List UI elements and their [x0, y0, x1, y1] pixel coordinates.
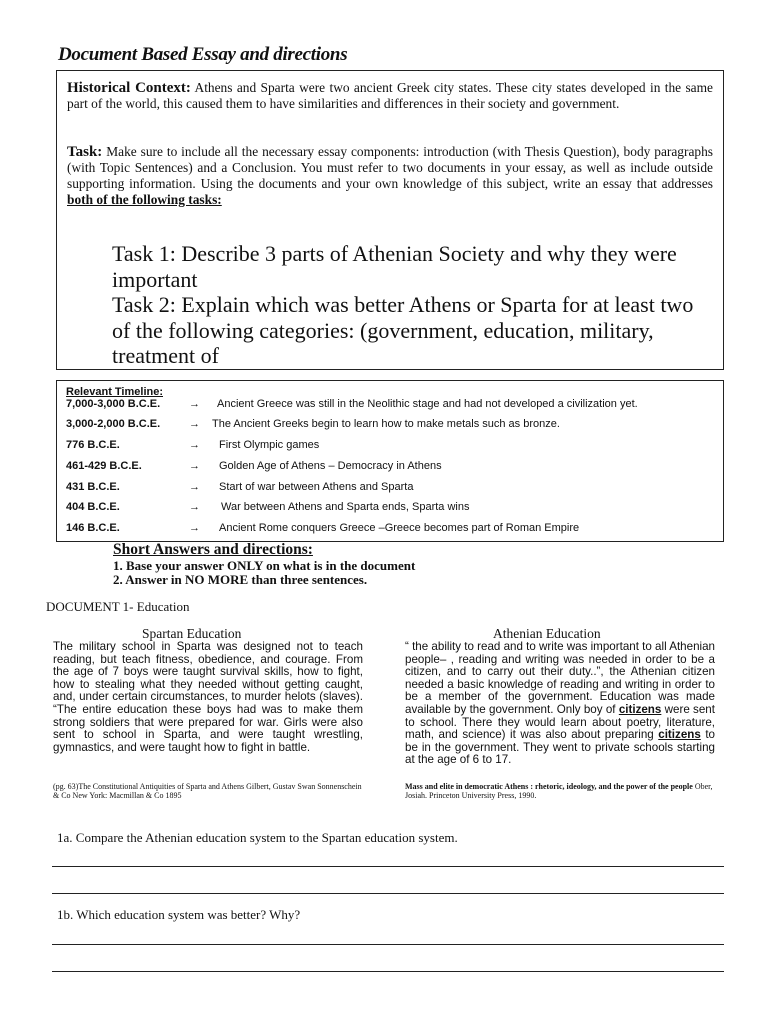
- athenian-citation-source: Ober, Josiah. Princeton University Press, 1990.: [405, 782, 713, 800]
- question-1a: 1a. Compare the Athenian education system to the Spartan education system.: [57, 830, 458, 845]
- task-1: Task 1: Describe 3 parts of Athenian Society and why they were important: [112, 241, 677, 292]
- timeline-event: Ancient Rome conquers Greece –Greece becomes part of Roman Empire: [219, 522, 580, 534]
- athenian-text-part: were sent to school. There they would learn about poetry, literature, math, and science) it was also about preparing: [405, 702, 715, 742]
- athenian-text-part: to be in the government. They went to private schools starting at the age of 6 to 17.: [405, 728, 715, 767]
- timeline-date: 461-429 B.C.E.: [66, 460, 142, 472]
- timeline-date: 404 B.C.E.: [66, 501, 120, 513]
- short-answer-direction: 2. Answer in NO MORE than three sentences.: [113, 572, 368, 587]
- historical-context-text: Athens and Sparta were two ancient Greek city states. These city states developed in the same part of the world, this caused them to have similarities and differences in their society and government.: [67, 80, 713, 111]
- athenian-text-part: “ the ability to read and to write was important to all Athenian people– , reading and writing was needed in order to be a citizen, and to carry out their duty..”, the Athenian citizen needed a basic knowledge of reading and writing in order to be a member of the government. Education was made available by the government. Only boy of: [405, 640, 715, 716]
- task-text: Make sure to include all the necessary essay components: introduction (with Thesis Question), body paragraphs (with Topic Sentences) and a Conclusion. You must refer to two documents in your essay, as well as include outside supporting information. Using the documents and your own knowledge of this subject, write an essay that addresses: [67, 144, 713, 191]
- answer-line[interactable]: [52, 971, 724, 972]
- task-label: Task:: [67, 144, 103, 160]
- spartan-education-title: Spartan Education: [142, 626, 242, 641]
- arrow-icon: →: [189, 418, 200, 430]
- timeline-date: 776 B.C.E.: [66, 439, 120, 451]
- historical-context-box: [56, 70, 724, 370]
- arrow-icon: →: [189, 522, 200, 534]
- timeline-date: 7,000-3,000 B.C.E.: [66, 398, 161, 410]
- document-1-heading: DOCUMENT 1- Education: [46, 599, 190, 614]
- short-answers-heading: Short Answers and directions:: [113, 541, 313, 558]
- page-title: Document Based Essay and directions: [58, 44, 348, 65]
- task-2: Task 2: Explain which was better Athens or Sparta for at least two of the following categories: (government, education, military, treatment of: [112, 292, 694, 368]
- citizens-term: citizens: [618, 702, 662, 716]
- answer-line[interactable]: [52, 944, 724, 945]
- athenian-citation-title: Mass and elite in democratic Athens : rhetoric, ideology, and the power of the people: [405, 782, 693, 791]
- timeline-date: 3,000-2,000 B.C.E.: [66, 418, 161, 430]
- answer-line[interactable]: [52, 866, 724, 867]
- timeline-box: [56, 380, 724, 542]
- timeline-event: Start of war between Athens and Sparta: [219, 481, 414, 493]
- athenian-citation: [405, 782, 717, 800]
- short-answer-direction: 1. Base your answer ONLY on what is in the document: [113, 558, 416, 573]
- task-emphasis: both of the following tasks:: [67, 192, 222, 207]
- arrow-icon: →: [189, 481, 200, 493]
- arrow-icon: →: [189, 460, 200, 472]
- spartan-education-text: The military school in Sparta was designed not to teach reading, but teach fitness, obedience, and courage. From the age of 7 boys were taught survival skills, how to fight, how to stealing what they needed without getting caught, and, under certain circumstances, to murder helots (slaves). “The entire education these boys had was to make them strong soldiers that were prepared for war. Girls were also sent to school in Sparta, and were taught wrestling, gymnastics, and were taught how to fight in battle.: [53, 640, 363, 754]
- task-paragraph: [67, 144, 713, 208]
- spartan-citation: (pg. 63)The Constitutional Antiquities of Sparta and Athens Gilbert, Gustav Swan Sonnenschein & Co New York: Macmillan & Co 1895: [53, 782, 362, 800]
- arrow-icon: →: [189, 439, 200, 451]
- arrow-icon: →: [189, 398, 200, 410]
- athenian-education-text: [405, 641, 715, 767]
- timeline-heading: Relevant Timeline:: [66, 386, 163, 398]
- citizens-term: citizens: [658, 728, 701, 742]
- arrow-icon: →: [189, 501, 200, 513]
- timeline-event: The Ancient Greeks begin to learn how to make metals such as bronze.: [212, 418, 560, 430]
- timeline-date: 146 B.C.E.: [66, 522, 120, 534]
- timeline-event: Golden Age of Athens – Democracy in Athens: [219, 460, 442, 472]
- answer-line[interactable]: [52, 893, 724, 894]
- question-1b: 1b. Which education system was better? Why?: [57, 907, 301, 922]
- athenian-education-title: Athenian Education: [493, 626, 601, 641]
- historical-context-label: Historical Context:: [67, 80, 191, 96]
- timeline-event: First Olympic games: [219, 439, 320, 451]
- timeline-date: 431 B.C.E.: [66, 481, 120, 493]
- timeline-event: Ancient Greece was still in the Neolithic stage and had not developed a civilization yet.: [217, 398, 638, 410]
- historical-context-paragraph: [67, 80, 713, 112]
- timeline-event: War between Athens and Sparta ends, Sparta wins: [221, 501, 470, 513]
